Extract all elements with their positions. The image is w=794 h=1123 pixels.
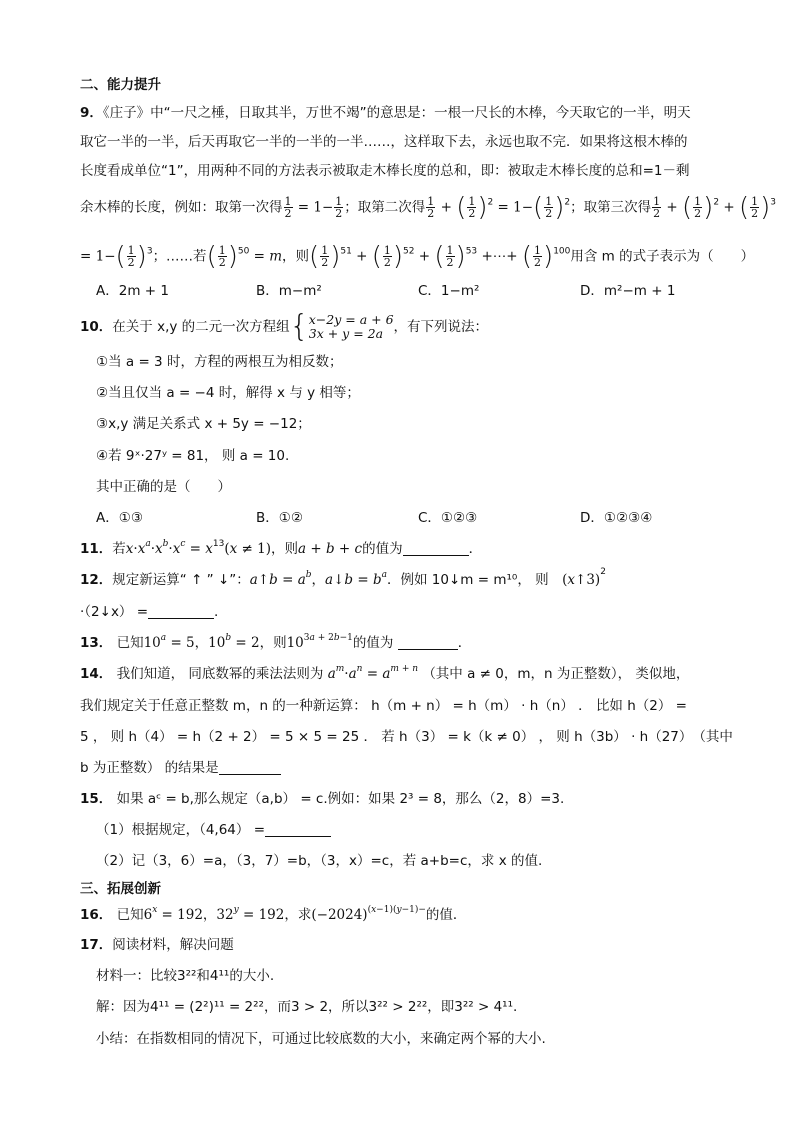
q15-answer-blank[interactable] — [265, 822, 331, 837]
q10-statement-3: ③x,y 满足关系式 x + 5y = −12； — [96, 416, 311, 432]
q9-line-2: 取它一半的一半，后天再取它一半的一半的一半……，这样取下去，永远也取不完．如果将这根木棒的 — [80, 134, 688, 150]
q10-option-a: A．①③ — [96, 510, 143, 526]
q10-statement-4: ④若 9ˣ·27ʸ = 81， 则 a = 10. — [96, 448, 290, 464]
q9-option-b: B．m−m² — [256, 283, 322, 299]
q13-answer-blank[interactable] — [398, 635, 458, 650]
q17-material-1: 材料一：比较3²²和4¹¹的大小. — [96, 968, 275, 984]
q12-line-2: ·（2↓x） = . — [80, 604, 219, 620]
q10-stem: 10．在关于 x,y 的二元一次方程组{ x−2y = a + 6 3x + y = 2a ，有下列说法： — [80, 309, 489, 344]
q17-solution: 解：因为4¹¹ = (2²)¹¹ = 2²²，而3 > 2，所以3²² > 2²²，即3²² > 4¹¹. — [96, 999, 518, 1015]
section-title-ability: 二、能力提升 — [80, 77, 161, 93]
q9-line-1: 9．《庄子》中“一尺之棰，日取其半，万世不竭”的意思是：一根一尺长的木棒，今天取它的一半，明天 — [80, 105, 691, 121]
q11-answer-blank[interactable] — [403, 541, 469, 556]
q9-line-4: 余木棒的长度，例如：取第一次得 $\frac{1}{2}$ = 1− $\frac{1}{2}$ ；取第二次得 $\frac{1}{2}$ + ( $\frac{1}{2}$ )$^2$ = 1−( $\frac{1}{2}$ )$^2$；取第三次得 $\frac{1}{2}$ + ( $\frac{1}{2}$ )$^2$ + ( $\frac{1}{2}$ )$^3$ — [80, 192, 776, 223]
section-title-extension: 三、拓展创新 — [80, 881, 161, 897]
q14-answer-blank[interactable] — [219, 760, 281, 775]
q15-part-2: （2）记（3，6）=a，（3，7）=b，（3，x）=c，若 a+b=c，求 x 的值. — [96, 853, 543, 869]
q14-line-2: 我们规定关于任意正整数 m，n 的一种新运算： h（m + n） = h（m） · h（n） ． 比如 h（2） = — [80, 698, 687, 714]
q10-statement-2: ②当且仅当 a = −4 时，解得 x 与 y 相等； — [96, 385, 360, 401]
q17-summary: 小结：在指数相同的情况下，可通过比较底数的大小，来确定两个幂的大小. — [96, 1031, 546, 1047]
q12-line-1: 12．规定新运算“ ↑ ” ↓”：a↑b = $a^b$，a↓b = $b^a$．例如 10↓m = m¹⁰， 则 (x↑3)$^2$ — [80, 567, 606, 588]
q14-line-3: 5 ， 则 h（4） = h（2 + 2） = 5 × 5 = 25 ． 若 h（3） = k（k ≠ 0） ， 则 h（3b） · h（27） （其中 — [80, 729, 733, 745]
q10-option-c: C．①②③ — [418, 510, 478, 526]
q17-title: 17．阅读材料，解决问题 — [80, 937, 234, 953]
q15-part-1: （1）根据规定，（4,64） = — [96, 821, 331, 839]
q9-line-3: 长度看成单位“1”，用两种不同的方法表示被取走木棒长度的总和，即：被取走木棒长度的总和=1－剩 — [80, 163, 690, 179]
q11: 11．若$x\cdot x^a\cdot x^b\cdot x^c = x^{13}(x \ne 1)$，则a + b + c的值为 ． — [80, 539, 483, 557]
q12-answer-blank[interactable] — [148, 604, 214, 619]
q10-question: 其中正确的是（ ） — [96, 479, 231, 495]
q14-line-4: b 为正整数） 的结果是 — [80, 759, 281, 777]
q16: 16． 已知$6^x = 192$，$32^y = 192$，求$(-2024)^{(x-1)(y-1)-}$的值． — [80, 905, 467, 923]
q10-option-d: D．①②③④ — [580, 510, 653, 526]
q14-line-1: 14． 我们知道， 同底数幂的乘法法则为 $a^m\cdot a^n = a^{m + n}$ （其中 a ≠ 0，m，n 为正整数）， 类似地， — [80, 664, 690, 682]
q13: 13． 已知$10^a = 5$，$10^b = 2$，则$10^{3a + 2b-1}$的值为 ． — [80, 633, 472, 651]
q9-line-5: = 1−( $\frac{1}{2}$ )$^3$；……若( $\frac{1}{2}$ )$^{50}$ = m，则( $\frac{1}{2}$ )$^{51}$ + ( $\frac{1}{2}$ )$^{52}$ + ( $\frac{1}{2}$ )$^{53}$ +⋯+ ( $\frac{1}{2}$ )$^{100}$用含 m 的式子表示为（ ） — [80, 241, 755, 272]
q9-option-a: A．2m + 1 — [96, 283, 169, 299]
q9-option-c: C．1−m² — [418, 283, 480, 299]
q10-option-b: B．①② — [256, 510, 303, 526]
q10-statement-1: ①当 a = 3 时，方程的两根互为相反数； — [96, 354, 343, 370]
q15-stem: 15． 如果 aᶜ = b,那么规定（a,b） = c.例如：如果 2³ = 8，那么（2，8）=3. — [80, 791, 565, 807]
q9-option-d: D．m²−m + 1 — [580, 283, 676, 299]
